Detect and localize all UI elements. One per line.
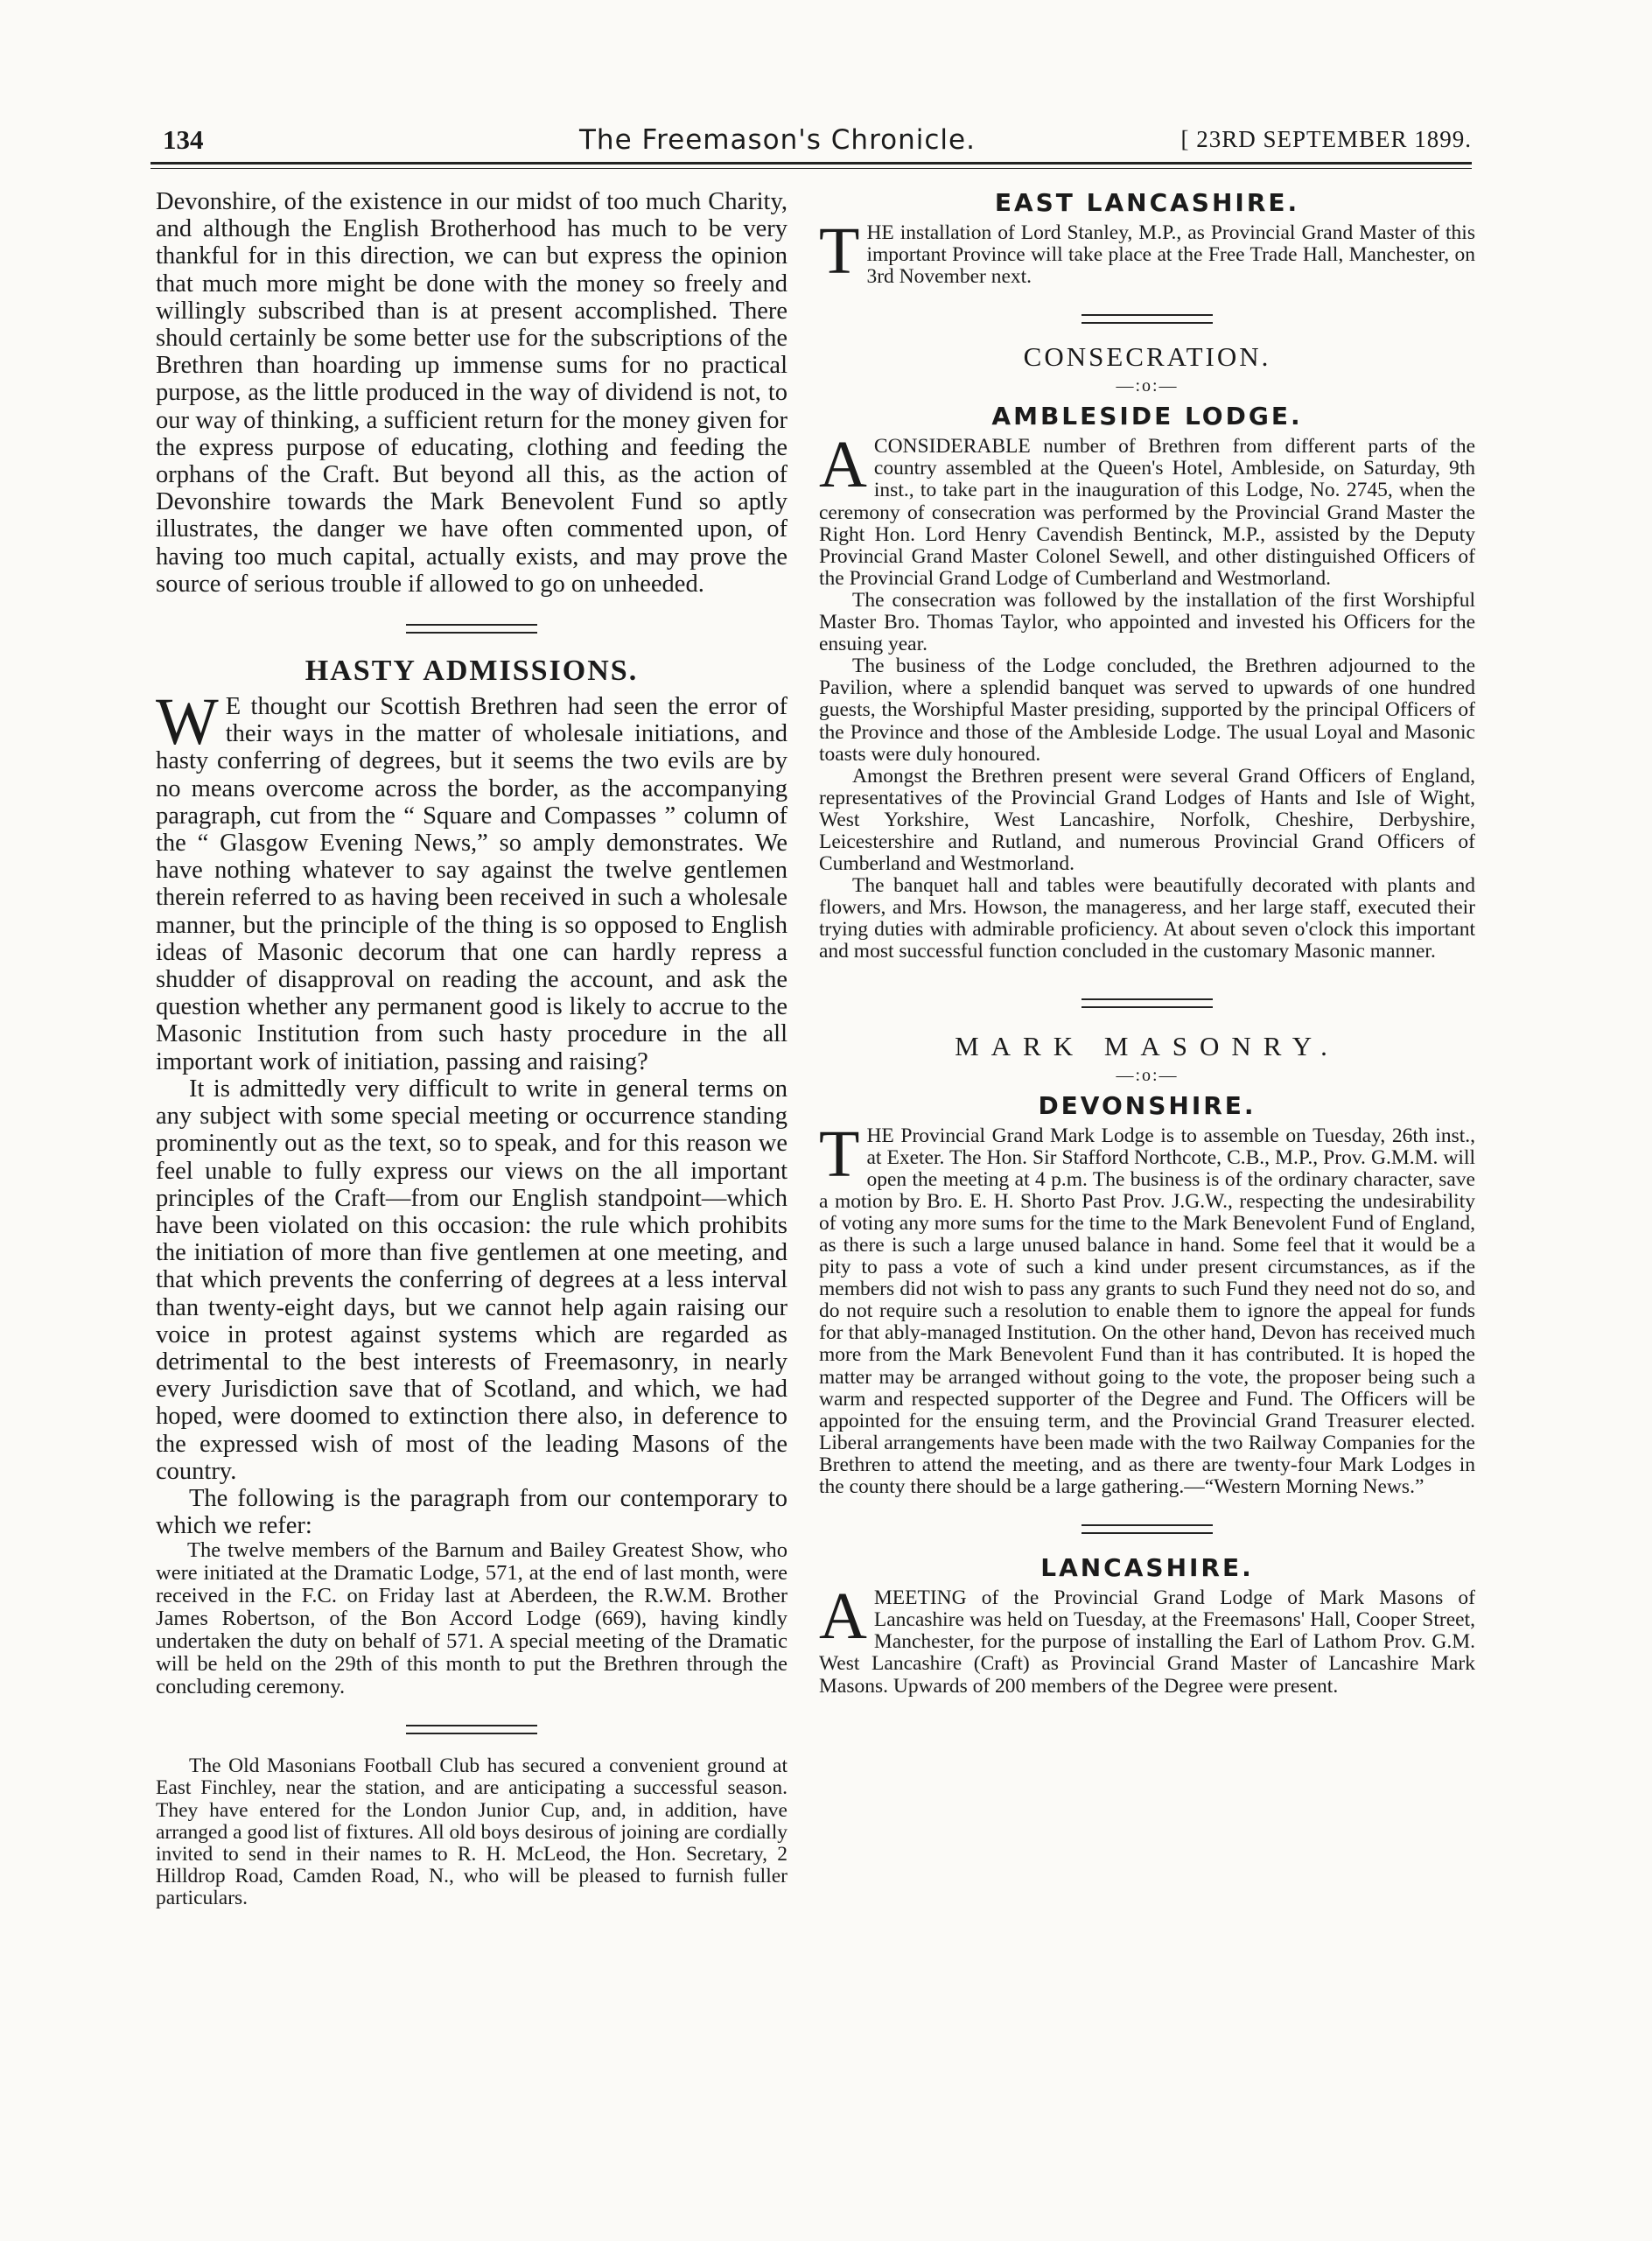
east-lancashire-heading: EAST LANCASHIRE. — [994, 188, 1300, 217]
ambleside-paragraph-1: ACONSIDERABLE number of Brethren from different parts of the country assembled at the Queen's Hotel, Ambleside, on Saturday, 9th inst., to take part in the inauguration of this Lodge, No. 2745, when the ceremony of consecration was performed by the Provincial Grand Master the Right Hon. Lord Henry Cavendish Bentinck, M.P., assisted by the Deputy Provincial Grand Master Colonel Sewell, and other distinguished Officers of the Provincial Grand Lodge of Cumberland and Westmorland. — [819, 428, 1475, 590]
devonshire-paragraph: THE Provincial Grand Mark Lodge is to assemble on Tuesday, 26th inst., at Exeter. The Hon. Sir Stafford Northcote, C.B., M.P., Prov. G.M.M. will open the meeting at 4 p.m. The business is of the ordinary character, save a motion by Bro. E. H. Shorto Past Prov. J.G.W., respecting the undesirability of voting any more sums for the time to the Mark Benevolent Fund of England, as there is such a large unused balance in hand. Some feel that it would be a pity to pass a vote of such a kind under present circumstances, as if the members did not wish to pass any grants to such Fund they need not do so, and do not require such a resolution to enable them to ignore the appeal for funds for that ably-managed Institution. On the other hand, Devon has received much more from the Mark Benevolent Fund than it has contributed. It is hoped the matter may be arranged without going to the vote, the proposer being such a warm and respected supporter of the Degree and Fund. The Officers will be appointed for the ensuing term, and the Provincial Grand Treasurer elected. Liberal arrangements have been made with the two Railway Companies for the Brethren to attend the meeting, and as there are twenty-four Mark Lodges in the county there should be a large gathering.—“Western Morning News.” — [819, 1117, 1475, 1499]
section-separator — [406, 624, 537, 634]
issue-date: [ 23RD SEPTEMBER 1899. — [1180, 126, 1472, 152]
hasty-paragraph-1: W E thought our Scottish Brethren had seen the error of their ways in the matter of wholesale initiations, and hasty conferring of degrees, but it seems the two evils are by no means overcome across the border, as the accompanying paragraph, cut from the “ Square and Compasses ” column of the “ Glasgow Evening News,” so amply demonstrates. We have nothing whatever to say against the twelve gentlemen therein referred to as having been received in such a wholesale manner, but the principle of the thing is so opposed to English ideas of Masonic decorum that one can hardly repress a shudder of disapproval on reading the account, and ask the question whether any permanent good is likely to accrue to the Masonic Institution from such hasty procedure in the all important work of initiation, passing and raising? — [156, 685, 788, 1075]
consecration-heading: CONSECRATION. — [1023, 341, 1271, 373]
lancashire-paragraph: AMEETING of the Provincial Grand Lodge of Mark Masons of Lancashire was held on Tuesday, at the Freemasons' Hall, Cooper Street, Manchester, for the purpose of installing the Earl of Lathom Prov. G.M. West Lancashire (Craft) as Provincial Grand Master of Lancashire Mark Masons. Upwards of 200 members of the Degree were present. — [819, 1579, 1475, 1698]
drop-cap: A — [819, 428, 867, 502]
ornament: —:o:— — [1116, 1065, 1179, 1085]
football-club-paragraph: The Old Masonians Football Club has secured a convenient ground at East Finchley, near the station, and are anticipating a successful season. They have entered for the London Junior Cup, and, in addition, have arranged a good list of fixtures. All old boys desirous of joining are cordially invited to send in their names to R. H. McLeod, the Hon. Secretary, 2 Hilldrop Road, Camden Road, N., who will be pleased to furnish fuller particulars. — [156, 1754, 788, 1909]
right-column — [819, 188, 1475, 1698]
lancashire-heading: LANCASHIRE. — [1040, 1553, 1254, 1583]
mark-masonry-heading: MARK MASONRY. — [955, 1030, 1340, 1061]
ornament: —:o:— — [1116, 376, 1179, 396]
section-separator — [1082, 1524, 1213, 1534]
hasty-admissions-heading: HASTY ADMISSIONS. — [304, 655, 639, 688]
drop-cap: T — [819, 1117, 860, 1191]
ambleside-paragraph-5: The banquet hall and tables were beautifully decorated with plants and flowers, and Mrs. Howson, the manageress, and her large staff, executed their trying duties with admirable proficiency. At about seven o'clock this important and most successful function concluded in the customary Masonic manner. — [819, 874, 1475, 963]
publication-title: The Freemason's Chronicle. — [579, 124, 976, 156]
section-separator — [406, 1725, 537, 1734]
ambleside-paragraph-3: The business of the Lodge concluded, the Brethren adjourned to the Pavilion, where a splendid banquet was served to upwards of one hundred guests, the Worshipful Master presiding, supported by the principal Officers of the Province and those of the Ambleside Lodge. The usual Loyal and Masonic toasts were duly honoured. — [819, 655, 1475, 766]
drop-cap: T — [819, 214, 860, 288]
section-separator — [1082, 998, 1213, 1008]
intro-paragraph: Devonshire, of the existence in our midst of too much Charity, and although the English Brotherhood has much to be very thankful for in this direction, we can but express the opinion that much more might be done with the money so freely and willingly subscribed than is at present accomplished. There should certainly be some better use for the subscriptions of the Brethren than hoarding up immense sums for no practical purpose, as the little produced in the way of dividend is not, to our way of thinking, a sufficient return for the money given for the express purpose of educating, clothing and feeding the orphans of the Craft. But beyond all this, as the action of Devonshire towards the Mark Benevolent Fund so aptly illustrates, the danger we have often commented upon, of having too much capital, actually exists, and may prove the source of serious trouble if allowed to go on unheeded. — [156, 188, 788, 598]
hasty-paragraph-3: The following is the paragraph from our contemporary to which we refer: — [156, 1484, 788, 1540]
east-lancashire-paragraph: THE installation of Lord Stanley, M.P., as Provincial Grand Master of this important Province will take place at the Free Trade Hall, Manchester, on 3rd November next. — [819, 214, 1475, 289]
left-column — [156, 188, 788, 1909]
drop-cap: A — [819, 1579, 867, 1654]
hasty-paragraph-2: It is admittedly very difficult to write in general terms on any subject with some special meeting or occurrence standing prominently out as the text, so to speak, and for this reason we feel unable to fully express our views on the all important principles of the Craft—from our English standpoint—which have been violated on this occasion: the rule which prohibits the initiation of more than five gentlemen at one meeting, and that which prevents the conferring of degrees at a less interval than twenty-eight days, but we cannot help again raising our voice in protest against systems which are regarded as detrimental to the best interests of Freemasonry, in nearly every Jurisdiction save that of Scotland, and which, we had hoped, were doomed to extinction there also, in deference to the expressed wish of most of the leading Masons of the country. — [156, 1075, 788, 1485]
ambleside-paragraph-4: Amongst the Brethren present were several Grand Officers of England, representatives of the Provincial Grand Lodges of Hants and Isle of Wight, West Yorkshire, West Lancashire, Norfolk, Cheshire, Derbyshire, Leicestershire and Rutland, and numerous Provincial Grand Officers of Cumberland and Westmorland. — [819, 764, 1475, 876]
header-rule — [150, 162, 1472, 165]
header-rule-thin — [150, 168, 1472, 169]
section-separator — [1082, 314, 1213, 324]
devonshire-heading: DEVONSHIRE. — [1038, 1090, 1256, 1120]
ambleside-paragraph-2: The consecration was followed by the installation of the first Worshipful Master Bro. Thomas Taylor, who appointed and invested his Officers for the ensuing year. — [819, 588, 1475, 656]
running-header — [150, 121, 1472, 159]
quoted-paragraph: The twelve members of the Barnum and Bailey Greatest Show, who were initiated at the Dramatic Lodge, 571, at the end of last month, were received in the F.C. on Friday last at Aberdeen, the R.W.M. Brother James Robertson, of the Bon Accord Lodge (669), having kindly undertaken the duty on behalf of 571. A special meeting of the Dramatic will be held on the 29th of this month to put the Brethren through the concluding ceremony. — [156, 1538, 788, 1699]
drop-cap: W — [156, 685, 219, 760]
ambleside-lodge-heading: AMBLESIDE LODGE. — [991, 402, 1303, 431]
page-number: 134 — [163, 124, 204, 155]
